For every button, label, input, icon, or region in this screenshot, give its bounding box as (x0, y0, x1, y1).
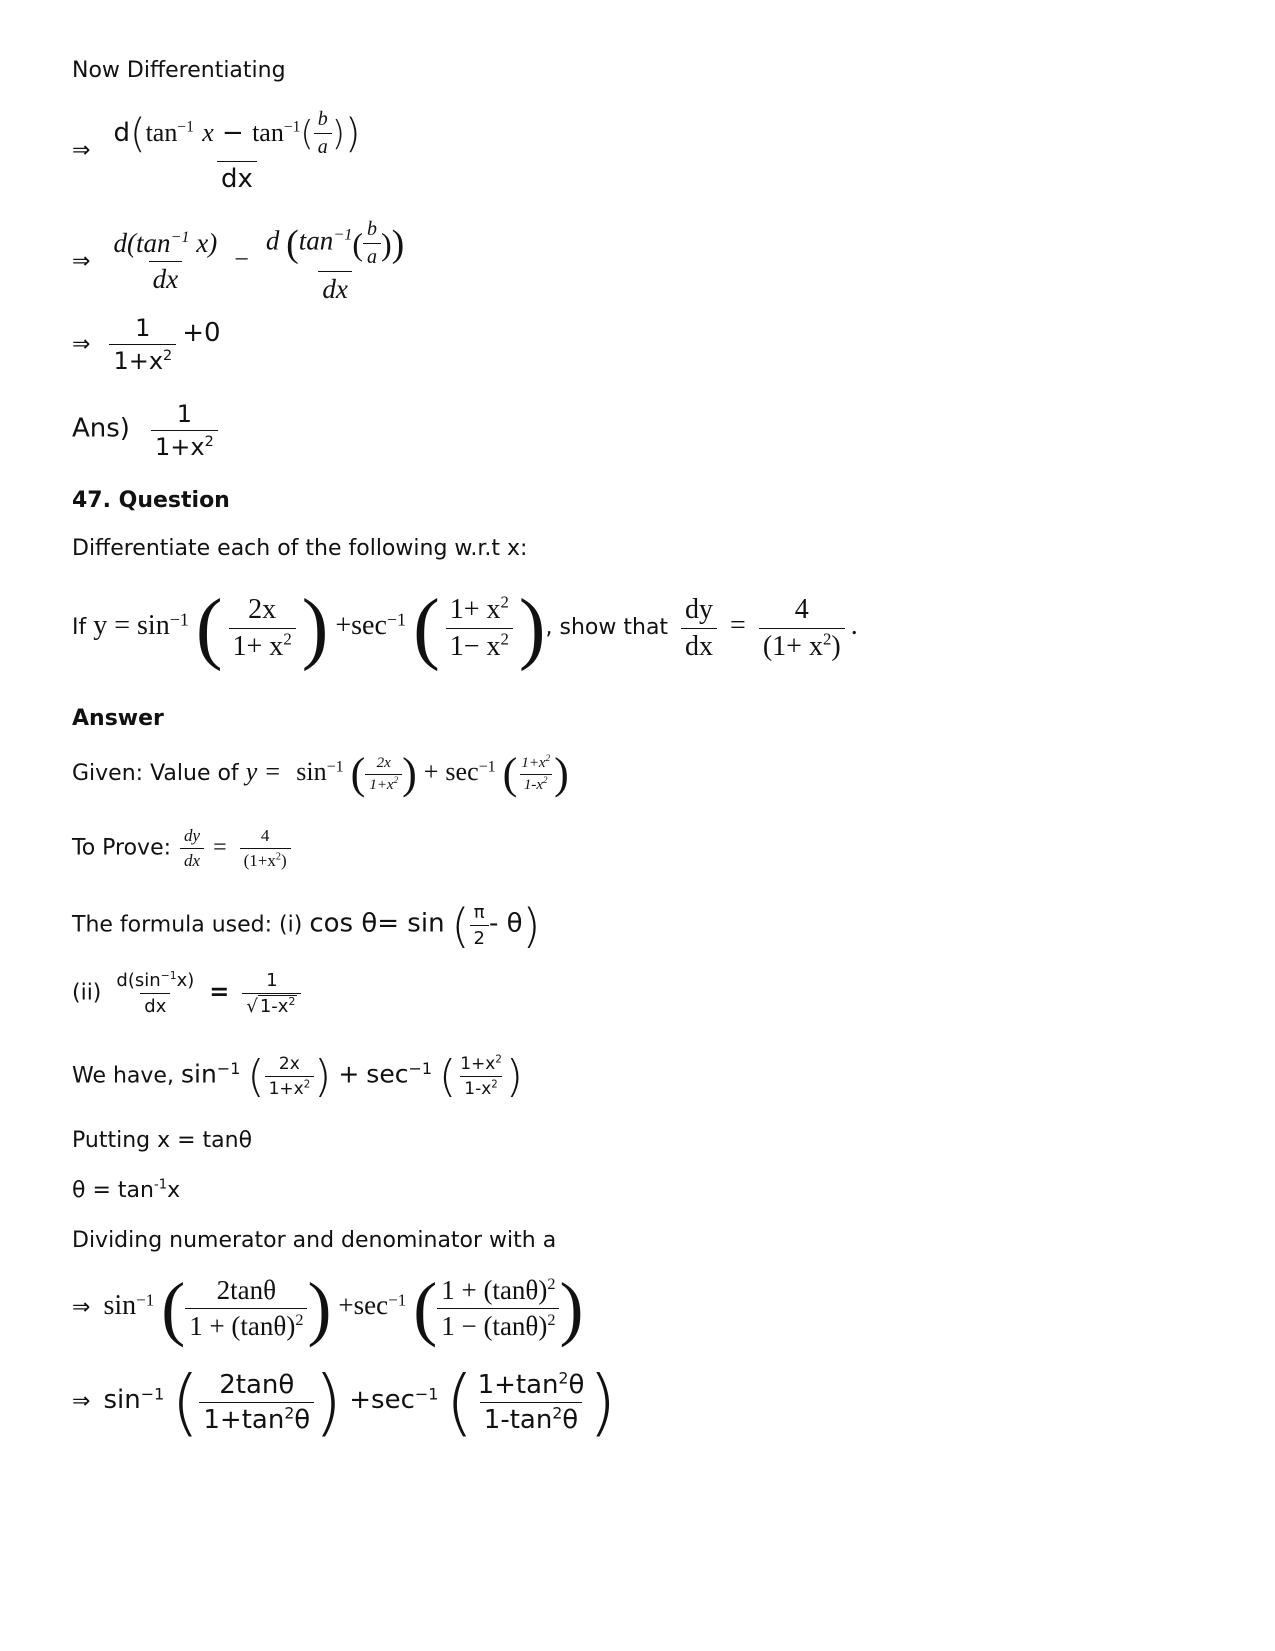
formula-ii-line: (ii) $\frac{d(\sin^{-1}x)}{dx}$ = $\frac{1}{√ 1-x^2}$ (72, 970, 307, 1017)
we-have-line: We have, $\sin^{-1}$ ( $\frac{2x}{1+x^2}$ ) + $\sec^{-1}$ ( $\frac{1+x^2}{1-x^2}$ ) (72, 1050, 523, 1102)
substitution-step-1: ⇒ $\sin^{-1}$ ( $\frac{2\tan\theta}{1 + (\tan\theta)^2}$ ) $+\sec^{-1}$ ( $\frac{1 + (\tan\theta)^2}{1 - (\tan\theta)^2}$ ) (72, 1268, 584, 1348)
implies-arrow: ⇒ (72, 138, 91, 163)
fraction: $\frac{1+ x^2}{1- x^2}$ (446, 594, 513, 663)
to-prove-line: To Prove: $\frac{dy}{dx}$ = $\frac{4}{(1+x^2)}$ (72, 826, 297, 871)
step-derivative-of-difference (72, 108, 371, 194)
answer-line: Ans) $\frac{1}{1+x^2}$ (72, 400, 224, 461)
fraction: $\frac{d(\tan^{-1} x)}{dx}$ (113, 228, 218, 294)
fraction: $\frac{2x}{1+ x^2}$ (229, 594, 296, 663)
theta-line: $\theta = \tan^{-1}x$ (72, 1177, 181, 1203)
fraction: $\frac{dy}{dx}$ (681, 594, 717, 663)
step-result: ⇒ $\frac{1}{1+x^2}$ +0 (72, 314, 221, 375)
fraction: d ($\tan^{-1}$( $\frac{b}{a}$ )) dx (265, 218, 405, 304)
question-equation: If $y = \sin^{-1}$ ( $\frac{2x}{1+ x^2}$ ) $+\sec^{-1}$ ( $\frac{1+ x^2}{1- x^2}$ ), show that $\frac{dy}{dx}$ = $\frac{4}{(1+ x^2)}$ . (72, 584, 858, 672)
substitution-step-2: ⇒ $\sin^{-1}$ ( $\frac{2\tan\theta}{1+\tan^2\theta}$ ) $+\sec^{-1}$ ( $\frac{1+\tan^2\theta}{1-\tan^2\theta}$ ) (72, 1360, 617, 1444)
implies-arrow: ⇒ (72, 331, 91, 357)
now-differentiating-text: Now Differentiating (72, 58, 286, 83)
question-instruction: Differentiate each of the following w.r.t x: (72, 536, 528, 561)
answer-heading: Answer (72, 706, 164, 731)
fraction: $d(\tan^{-1}$ $x - \tan^{-1}$( $\frac{b}{a}$ )) dx (113, 108, 361, 194)
formula-used-line: The formula used: (i) cos θ= sin ( $\frac{\pi}{2}$ - θ) (72, 898, 541, 953)
implies-arrow: ⇒ (72, 1389, 91, 1414)
given-line: Given: Value of $y = \sin^{-1}$ ( $\frac{2x}{1+x^2}$ ) + $\sec^{-1}$ ( $\frac{1+x^2}{1-x^2}$ ) (72, 749, 569, 798)
implies-arrow: ⇒ (72, 248, 91, 274)
putting-line: Putting x = tanθ (72, 1128, 253, 1153)
fraction: $\frac{1}{1+x^2}$ (151, 400, 218, 461)
dividing-line: Dividing numerator and denominator with a (72, 1228, 557, 1253)
fraction: $\frac{1}{1+x^2}$ (109, 314, 176, 375)
step-split-derivatives: ⇒ $\frac{d(\tan^{-1} x)}{dx}$ − d ($\tan^{-1}$( $\frac{b}{a}$ )) dx (72, 218, 414, 305)
implies-arrow: ⇒ (72, 1295, 91, 1320)
fraction: $\frac{4}{(1+ x^2)}$ (759, 594, 845, 663)
question-heading: 47. Question (72, 488, 230, 513)
